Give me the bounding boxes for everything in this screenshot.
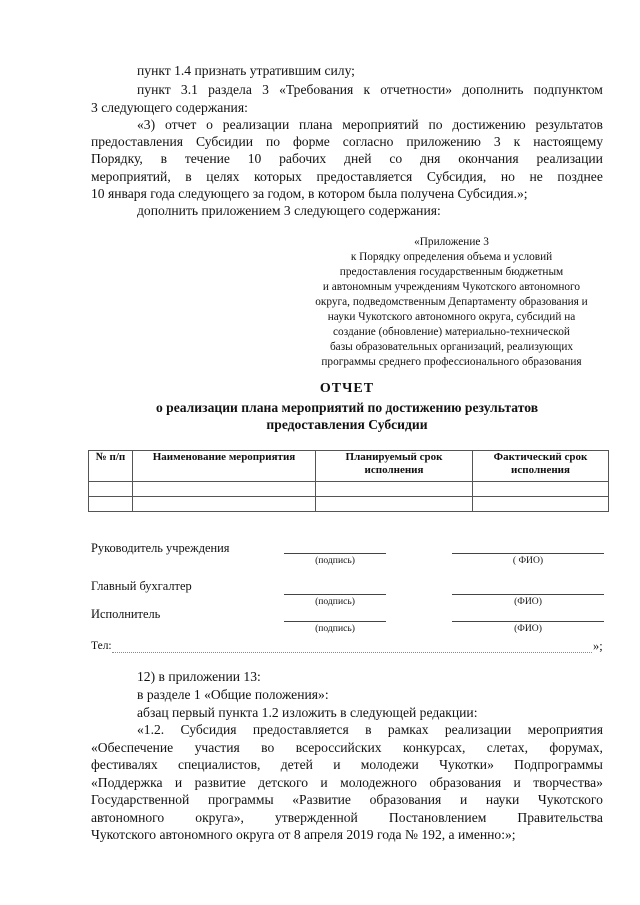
appendix-line: базы образовательных организаций, реализующих [329, 341, 574, 353]
signature-label-accountant: Главный бухгалтер [91, 579, 192, 593]
appendix-line: и автономным учреждениям Чукотского автономного [322, 281, 581, 293]
word: дня [419, 151, 441, 166]
appendix-line: к Порядку определения объема и условий [350, 251, 553, 263]
word: реализации [444, 722, 512, 737]
text-line [91, 168, 603, 185]
word: настоящему [533, 134, 603, 149]
signature-line [284, 621, 386, 622]
word: предоставления [91, 134, 184, 149]
fio-line [452, 594, 604, 595]
word: в [365, 722, 372, 737]
word: согласно [342, 134, 394, 149]
word: «1.2. [137, 722, 165, 737]
word: утвержденной [274, 810, 358, 825]
word: в [160, 151, 168, 166]
word: форме [293, 134, 330, 149]
word: рабочих [279, 151, 327, 166]
appendix-line: создание (обновление) материально-технической [333, 326, 570, 338]
report-subtitle: предоставления Субсидии [266, 417, 428, 432]
word: мероприятий [342, 117, 419, 132]
word: со [389, 151, 403, 166]
text-line [137, 116, 603, 133]
word: «Требования [279, 82, 354, 97]
text-line: абзац первый пункта 1.2 изложить в следующей редакции: [137, 705, 478, 720]
word: подпунктом [533, 82, 603, 97]
text-line [137, 81, 603, 98]
table-header-cell: № п/п [89, 451, 133, 482]
report-subtitle: о реализации плана мероприятий по достижению результатов [155, 400, 539, 415]
word: детей [280, 757, 313, 772]
word: участия [194, 740, 240, 755]
text-line: Чукотского автономного округа от 8 апреля 2019 года № 192, а именно:»; [91, 827, 516, 842]
word: во [261, 740, 275, 755]
word: рамках [387, 722, 429, 737]
signature-caption: (подпись) [315, 623, 355, 634]
word: специалистов, [177, 757, 261, 772]
word: Государственной [91, 792, 190, 807]
text-line: 10 января года следующего за годом, в котором была получена Субсидия.»; [91, 186, 528, 201]
text-line [137, 721, 603, 738]
word: детского [258, 775, 309, 790]
word: мероприятий, [91, 169, 171, 184]
word: творчества» [533, 775, 603, 790]
word: и [333, 757, 341, 772]
word: округа», [195, 810, 244, 825]
word: конкурсах, [402, 740, 466, 755]
word: всероссийских [295, 740, 382, 755]
word: Чукотки» [439, 757, 494, 772]
fio-line [452, 553, 604, 554]
word: которых [254, 169, 302, 184]
word: мероприятия [527, 722, 603, 737]
table-header-row [89, 451, 609, 482]
word: Субсидия [180, 722, 237, 737]
word: к [363, 82, 371, 97]
table-header-cell: Наименование мероприятия [133, 451, 316, 482]
table-row [89, 482, 609, 497]
text-line [91, 150, 603, 167]
word: целях [206, 169, 240, 184]
word: «3) [137, 117, 156, 132]
signature-caption: (подпись) [315, 596, 355, 607]
word: и [459, 792, 468, 807]
word: «Обеспечение [91, 740, 174, 755]
word: позднее [557, 169, 603, 184]
word: форумах, [549, 740, 603, 755]
word: «Развитие [292, 792, 351, 807]
word: «Поддержка [91, 775, 163, 790]
appendix-line: «Приложение 3 [414, 236, 489, 248]
word: дополнить [462, 82, 524, 97]
word: фестивалях [91, 757, 158, 772]
text-line [91, 756, 603, 773]
word: молодежи [360, 757, 419, 772]
table-cell [473, 497, 609, 512]
table-cell [89, 497, 133, 512]
word: образования [429, 775, 502, 790]
word: Правительства [517, 810, 603, 825]
text-line: дополнить приложением 3 следующего содержания: [137, 203, 441, 218]
word: Субсидия, [426, 169, 487, 184]
word: и [320, 775, 328, 790]
signature-line [284, 553, 386, 554]
table-header-cell: Фактический срок исполнения [473, 451, 609, 482]
word: результатов [535, 117, 603, 132]
word: дней [344, 151, 372, 166]
signature-label-head: Руководитель учреждения [91, 541, 230, 555]
word: 3.1 [180, 82, 198, 97]
word: программы [207, 792, 274, 807]
word: приложению [406, 134, 481, 149]
table-row [89, 497, 609, 512]
text-line: пункт 1.4 признать утратившим силу; [137, 63, 355, 78]
word: пункт [137, 82, 171, 97]
word: образования [369, 792, 442, 807]
text-line: 12) в приложении 13: [137, 669, 261, 684]
fio-line [452, 621, 604, 622]
word: и [174, 775, 183, 790]
word: предоставляется [252, 722, 349, 737]
appendix-line: предоставления государственным бюджетным [339, 266, 564, 278]
text-line [91, 133, 603, 150]
table-header-cell: Планируемый срок исполнения [316, 451, 473, 482]
word: по [428, 117, 443, 132]
word: Порядку, [91, 151, 143, 166]
table-cell [316, 482, 473, 497]
word: Подпрограммы [514, 757, 603, 772]
word: развитие [194, 775, 246, 790]
word: в [185, 169, 192, 184]
word: 3 [262, 82, 269, 97]
word: слетах, [486, 740, 528, 755]
table-cell [133, 482, 316, 497]
word: достижению [452, 117, 526, 132]
text-line [91, 809, 603, 826]
word: и [513, 775, 521, 790]
word: по [265, 134, 281, 149]
word: раздела [208, 82, 252, 97]
word: течение [184, 151, 230, 166]
word: реализации [536, 151, 603, 166]
table-cell [473, 482, 609, 497]
text-line [91, 774, 603, 791]
report-table [88, 450, 609, 512]
text-line [91, 791, 603, 808]
appendix-line: округа, подведомственным Департаменту образования и [315, 296, 588, 308]
text-line [91, 739, 603, 756]
table-cell [133, 497, 316, 512]
phone-line [112, 652, 592, 653]
word: Постановлением [388, 810, 487, 825]
word: окончания [458, 151, 519, 166]
signature-caption: (подпись) [315, 555, 355, 566]
word: реализации [222, 117, 290, 132]
word: предоставляется [316, 169, 413, 184]
table-cell [316, 497, 473, 512]
signature-line [284, 594, 386, 595]
word: о [206, 117, 213, 132]
signature-label-executor: Исполнитель [91, 607, 161, 621]
word: не [529, 169, 543, 184]
appendix-line: программы среднего профессионального образования [321, 356, 582, 368]
appendix-line: науки Чукотского автономного округа, субсидий на [327, 311, 576, 323]
word: автономного [91, 810, 165, 825]
word: науки [485, 792, 520, 807]
fio-caption: ( ФИО) [512, 555, 544, 566]
word: Субсидии [195, 134, 254, 149]
word: отчетности» [380, 82, 453, 97]
word: молодежного [340, 775, 417, 790]
fio-caption: (ФИО) [514, 623, 542, 634]
word: но [500, 169, 515, 184]
phone-label: Тел: [91, 640, 112, 652]
fio-caption: (ФИО) [514, 596, 542, 607]
word: 10 [247, 151, 262, 166]
text-line: в разделе 1 «Общие положения»: [137, 687, 329, 702]
quote-end: »; [593, 639, 603, 653]
text-line: 3 следующего содержания: [91, 100, 248, 115]
word: отчет [164, 117, 197, 132]
word: плана [299, 117, 333, 132]
report-title: ОТЧЕТ [319, 381, 375, 396]
word: Чукотского [537, 792, 603, 807]
word: к [513, 134, 521, 149]
table-cell [89, 482, 133, 497]
word: 3 [493, 134, 501, 149]
